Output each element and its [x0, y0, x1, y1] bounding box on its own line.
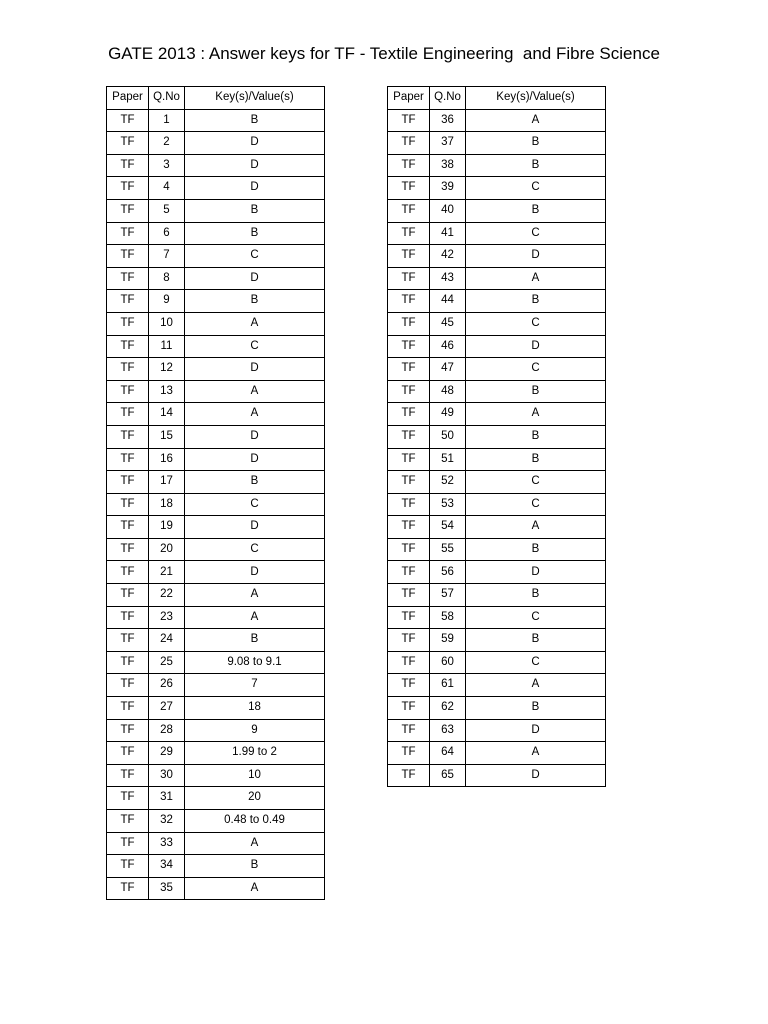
- table-row: [107, 516, 325, 539]
- cell-key: D: [185, 177, 325, 200]
- table-row: [107, 719, 325, 742]
- cell-qno: 4: [149, 177, 185, 200]
- cell-key: 9.08 to 9.1: [185, 651, 325, 674]
- cell-key: A: [466, 516, 606, 539]
- cell-qno: 5: [149, 199, 185, 222]
- cell-qno: 15: [149, 425, 185, 448]
- cell-paper: TF: [388, 538, 430, 561]
- cell-paper: TF: [388, 764, 430, 787]
- cell-paper: TF: [107, 403, 149, 426]
- cell-paper: TF: [388, 222, 430, 245]
- cell-key: A: [185, 312, 325, 335]
- cell-qno: 61: [430, 674, 466, 697]
- cell-paper: TF: [107, 855, 149, 878]
- cell-qno: 31: [149, 787, 185, 810]
- cell-qno: 63: [430, 719, 466, 742]
- cell-paper: TF: [388, 629, 430, 652]
- cell-qno: 28: [149, 719, 185, 742]
- table-row: [388, 335, 606, 358]
- cell-qno: 36: [430, 109, 466, 132]
- cell-key: A: [185, 380, 325, 403]
- cell-key: D: [466, 764, 606, 787]
- table-row: [107, 199, 325, 222]
- cell-qno: 27: [149, 697, 185, 720]
- cell-key: B: [185, 629, 325, 652]
- cell-key: B: [466, 629, 606, 652]
- cell-paper: TF: [388, 245, 430, 268]
- cell-key: 9: [185, 719, 325, 742]
- table-header-row: [388, 87, 606, 110]
- table-row: [388, 742, 606, 765]
- cell-key: D: [185, 132, 325, 155]
- cell-key: D: [185, 358, 325, 381]
- cell-key: B: [466, 697, 606, 720]
- cell-qno: 7: [149, 245, 185, 268]
- table-row: [388, 493, 606, 516]
- cell-qno: 46: [430, 335, 466, 358]
- table-row: [107, 290, 325, 313]
- table-row: [388, 538, 606, 561]
- cell-paper: TF: [107, 380, 149, 403]
- cell-paper: TF: [107, 290, 149, 313]
- table-row: [107, 380, 325, 403]
- cell-key: D: [466, 719, 606, 742]
- table-row: [388, 697, 606, 720]
- cell-qno: 17: [149, 471, 185, 494]
- cell-qno: 1: [149, 109, 185, 132]
- column-header-qno: Q.No: [430, 87, 466, 110]
- cell-key: A: [466, 109, 606, 132]
- cell-key: B: [466, 380, 606, 403]
- cell-paper: TF: [388, 606, 430, 629]
- cell-qno: 43: [430, 267, 466, 290]
- cell-qno: 55: [430, 538, 466, 561]
- cell-key: B: [185, 290, 325, 313]
- cell-paper: TF: [388, 109, 430, 132]
- cell-qno: 13: [149, 380, 185, 403]
- cell-key: D: [466, 561, 606, 584]
- cell-paper: TF: [388, 132, 430, 155]
- table-row: [388, 312, 606, 335]
- cell-qno: 18: [149, 493, 185, 516]
- table-row: [107, 764, 325, 787]
- cell-paper: TF: [388, 742, 430, 765]
- cell-qno: 30: [149, 764, 185, 787]
- cell-paper: TF: [107, 697, 149, 720]
- column-header-key: Key(s)/Value(s): [185, 87, 325, 110]
- cell-key: C: [466, 606, 606, 629]
- cell-qno: 50: [430, 425, 466, 448]
- table-row: [388, 448, 606, 471]
- table-row: [107, 651, 325, 674]
- cell-qno: 29: [149, 742, 185, 765]
- table-row: [107, 154, 325, 177]
- table-row: [388, 425, 606, 448]
- cell-paper: TF: [107, 877, 149, 900]
- cell-paper: TF: [107, 651, 149, 674]
- table-row: [107, 493, 325, 516]
- cell-qno: 33: [149, 832, 185, 855]
- table-row: [107, 606, 325, 629]
- cell-qno: 35: [149, 877, 185, 900]
- cell-qno: 52: [430, 471, 466, 494]
- cell-paper: TF: [107, 674, 149, 697]
- cell-key: D: [185, 425, 325, 448]
- table-row: [388, 109, 606, 132]
- page-title: GATE 2013 : Answer keys for TF - Textile Engineering and Fibre Science: [108, 44, 660, 63]
- cell-qno: 6: [149, 222, 185, 245]
- cell-paper: TF: [107, 312, 149, 335]
- table-row: [388, 380, 606, 403]
- table-row: [388, 719, 606, 742]
- cell-paper: TF: [388, 516, 430, 539]
- cell-paper: TF: [107, 177, 149, 200]
- cell-qno: 23: [149, 606, 185, 629]
- cell-key: C: [466, 312, 606, 335]
- table-row: [107, 245, 325, 268]
- cell-key: C: [466, 177, 606, 200]
- cell-paper: TF: [388, 312, 430, 335]
- cell-paper: TF: [107, 764, 149, 787]
- table-row: [107, 697, 325, 720]
- cell-qno: 64: [430, 742, 466, 765]
- table-row: [388, 290, 606, 313]
- cell-key: B: [466, 448, 606, 471]
- cell-paper: TF: [107, 538, 149, 561]
- table-row: [107, 832, 325, 855]
- cell-key: B: [185, 109, 325, 132]
- table-row: [388, 651, 606, 674]
- cell-qno: 11: [149, 335, 185, 358]
- cell-qno: 59: [430, 629, 466, 652]
- cell-paper: TF: [107, 199, 149, 222]
- cell-key: D: [185, 267, 325, 290]
- cell-key: 10: [185, 764, 325, 787]
- cell-paper: TF: [107, 832, 149, 855]
- cell-paper: TF: [107, 606, 149, 629]
- cell-paper: TF: [388, 425, 430, 448]
- cell-key: B: [466, 154, 606, 177]
- cell-qno: 25: [149, 651, 185, 674]
- table-row: [107, 109, 325, 132]
- table-row: [388, 199, 606, 222]
- cell-key: A: [185, 832, 325, 855]
- table-row: [107, 132, 325, 155]
- cell-qno: 22: [149, 584, 185, 607]
- cell-qno: 44: [430, 290, 466, 313]
- cell-paper: TF: [107, 267, 149, 290]
- cell-key: B: [466, 425, 606, 448]
- cell-key: C: [466, 471, 606, 494]
- cell-qno: 14: [149, 403, 185, 426]
- cell-qno: 34: [149, 855, 185, 878]
- cell-key: D: [466, 245, 606, 268]
- cell-key: 0.48 to 0.49: [185, 810, 325, 833]
- cell-paper: TF: [388, 493, 430, 516]
- cell-key: C: [185, 245, 325, 268]
- table-row: [107, 222, 325, 245]
- table-row: [388, 132, 606, 155]
- cell-qno: 16: [149, 448, 185, 471]
- answer-key-table-left: [106, 86, 325, 900]
- cell-key: B: [185, 855, 325, 878]
- table-row: [107, 335, 325, 358]
- column-header-qno: Q.No: [149, 87, 185, 110]
- cell-paper: TF: [388, 154, 430, 177]
- cell-qno: 2: [149, 132, 185, 155]
- cell-paper: TF: [388, 697, 430, 720]
- table-row: [107, 177, 325, 200]
- cell-key: D: [185, 561, 325, 584]
- table-row: [107, 742, 325, 765]
- table-row: [388, 154, 606, 177]
- table-row: [107, 358, 325, 381]
- cell-paper: TF: [107, 787, 149, 810]
- table-row: [388, 516, 606, 539]
- cell-qno: 9: [149, 290, 185, 313]
- table-row: [107, 810, 325, 833]
- cell-qno: 40: [430, 199, 466, 222]
- cell-qno: 65: [430, 764, 466, 787]
- cell-paper: TF: [107, 810, 149, 833]
- table-row: [107, 877, 325, 900]
- cell-paper: TF: [107, 358, 149, 381]
- table-row: [107, 584, 325, 607]
- column-header-paper: Paper: [388, 87, 430, 110]
- table-row: [107, 448, 325, 471]
- cell-paper: TF: [388, 267, 430, 290]
- cell-paper: TF: [388, 584, 430, 607]
- cell-qno: 21: [149, 561, 185, 584]
- cell-key: A: [466, 674, 606, 697]
- cell-key: D: [466, 335, 606, 358]
- cell-qno: 19: [149, 516, 185, 539]
- cell-paper: TF: [388, 335, 430, 358]
- cell-paper: TF: [388, 403, 430, 426]
- cell-qno: 53: [430, 493, 466, 516]
- cell-paper: TF: [107, 584, 149, 607]
- table-row: [388, 403, 606, 426]
- table-row: [107, 312, 325, 335]
- cell-key: A: [466, 742, 606, 765]
- cell-key: B: [466, 584, 606, 607]
- cell-key: A: [185, 403, 325, 426]
- cell-qno: 41: [430, 222, 466, 245]
- cell-paper: TF: [107, 132, 149, 155]
- cell-key: C: [466, 493, 606, 516]
- cell-paper: TF: [107, 471, 149, 494]
- cell-paper: TF: [107, 448, 149, 471]
- cell-paper: TF: [107, 245, 149, 268]
- cell-paper: TF: [107, 629, 149, 652]
- cell-qno: 32: [149, 810, 185, 833]
- cell-qno: 57: [430, 584, 466, 607]
- cell-key: 18: [185, 697, 325, 720]
- cell-paper: TF: [107, 742, 149, 765]
- table-row: [107, 471, 325, 494]
- cell-paper: TF: [388, 471, 430, 494]
- cell-paper: TF: [388, 651, 430, 674]
- table-row: [388, 606, 606, 629]
- table-row: [107, 629, 325, 652]
- cell-qno: 24: [149, 629, 185, 652]
- table-row: [107, 674, 325, 697]
- cell-key: 7: [185, 674, 325, 697]
- column-header-paper: Paper: [107, 87, 149, 110]
- cell-qno: 49: [430, 403, 466, 426]
- cell-key: B: [466, 290, 606, 313]
- table-row: [107, 561, 325, 584]
- table-row: [388, 245, 606, 268]
- table-row: [388, 561, 606, 584]
- cell-key: D: [185, 154, 325, 177]
- table-row: [388, 267, 606, 290]
- cell-paper: TF: [388, 674, 430, 697]
- cell-key: C: [466, 358, 606, 381]
- cell-paper: TF: [388, 561, 430, 584]
- table-row: [388, 629, 606, 652]
- cell-qno: 37: [430, 132, 466, 155]
- cell-key: 1.99 to 2: [185, 742, 325, 765]
- cell-qno: 48: [430, 380, 466, 403]
- table-row: [388, 222, 606, 245]
- table-row: [388, 584, 606, 607]
- cell-paper: TF: [107, 719, 149, 742]
- cell-key: A: [185, 877, 325, 900]
- cell-qno: 20: [149, 538, 185, 561]
- cell-key: C: [466, 651, 606, 674]
- cell-qno: 58: [430, 606, 466, 629]
- cell-paper: TF: [107, 109, 149, 132]
- cell-qno: 8: [149, 267, 185, 290]
- cell-paper: TF: [107, 154, 149, 177]
- table-row: [107, 787, 325, 810]
- table-row: [388, 471, 606, 494]
- cell-qno: 54: [430, 516, 466, 539]
- cell-qno: 3: [149, 154, 185, 177]
- cell-qno: 62: [430, 697, 466, 720]
- table-body-left: [107, 109, 325, 900]
- cell-paper: TF: [107, 425, 149, 448]
- cell-key: A: [185, 606, 325, 629]
- cell-paper: TF: [107, 516, 149, 539]
- cell-key: A: [466, 267, 606, 290]
- cell-qno: 12: [149, 358, 185, 381]
- table-row: [388, 358, 606, 381]
- cell-key: B: [466, 132, 606, 155]
- table-body-right: [388, 109, 606, 787]
- column-header-key: Key(s)/Value(s): [466, 87, 606, 110]
- table-header-row: [107, 87, 325, 110]
- cell-qno: 56: [430, 561, 466, 584]
- table-row: [107, 538, 325, 561]
- cell-key: B: [185, 222, 325, 245]
- answer-key-table-right: [387, 86, 606, 787]
- cell-key: D: [185, 448, 325, 471]
- cell-qno: 39: [430, 177, 466, 200]
- cell-qno: 26: [149, 674, 185, 697]
- cell-qno: 60: [430, 651, 466, 674]
- cell-paper: TF: [107, 493, 149, 516]
- table-row: [388, 177, 606, 200]
- cell-key: C: [466, 222, 606, 245]
- cell-key: C: [185, 493, 325, 516]
- table-row: [107, 425, 325, 448]
- cell-qno: 47: [430, 358, 466, 381]
- cell-key: B: [466, 199, 606, 222]
- cell-paper: TF: [107, 335, 149, 358]
- cell-paper: TF: [388, 380, 430, 403]
- cell-key: B: [466, 538, 606, 561]
- table-row: [107, 267, 325, 290]
- cell-paper: TF: [388, 177, 430, 200]
- cell-key: A: [466, 403, 606, 426]
- cell-paper: TF: [388, 719, 430, 742]
- cell-paper: TF: [107, 561, 149, 584]
- table-row: [388, 764, 606, 787]
- cell-key: C: [185, 538, 325, 561]
- cell-key: B: [185, 199, 325, 222]
- cell-key: B: [185, 471, 325, 494]
- cell-paper: TF: [388, 358, 430, 381]
- cell-key: 20: [185, 787, 325, 810]
- cell-paper: TF: [107, 222, 149, 245]
- cell-paper: TF: [388, 290, 430, 313]
- cell-paper: TF: [388, 199, 430, 222]
- table-row: [107, 855, 325, 878]
- table-row: [388, 674, 606, 697]
- table-row: [107, 403, 325, 426]
- cell-key: A: [185, 584, 325, 607]
- cell-qno: 38: [430, 154, 466, 177]
- cell-key: D: [185, 516, 325, 539]
- cell-qno: 10: [149, 312, 185, 335]
- cell-paper: TF: [388, 448, 430, 471]
- cell-key: C: [185, 335, 325, 358]
- cell-qno: 51: [430, 448, 466, 471]
- cell-qno: 45: [430, 312, 466, 335]
- cell-qno: 42: [430, 245, 466, 268]
